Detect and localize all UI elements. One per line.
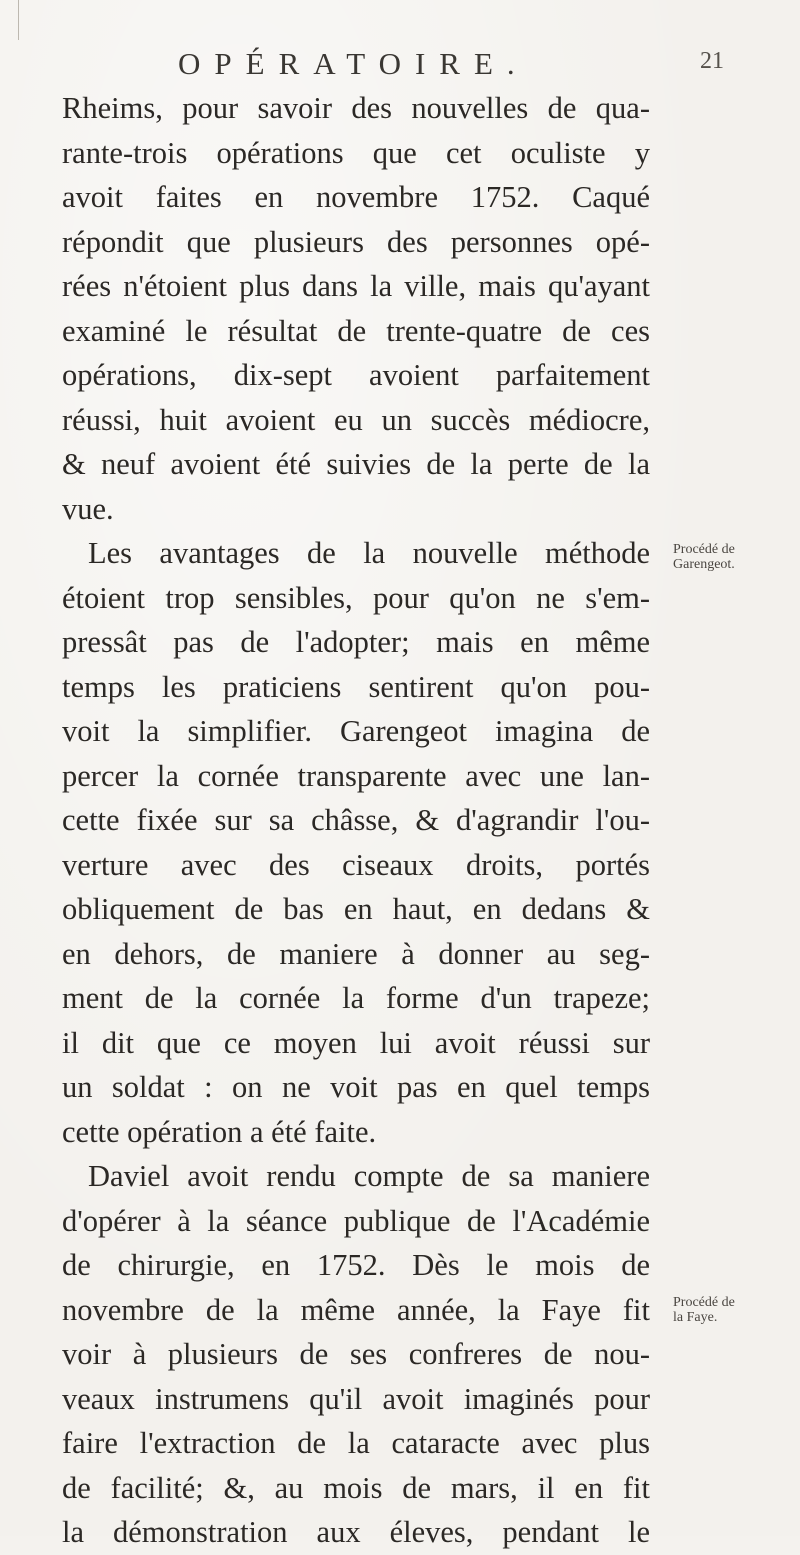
text-line: faire l'extraction de la cataracte avec plus xyxy=(62,1426,650,1460)
text-line: voit la simplifier. Garengeot imagina de xyxy=(62,714,650,748)
text-line: pressât pas de l'adopter; mais en même xyxy=(62,625,650,659)
text-line: voir à plusieurs de ses confreres de nou- xyxy=(62,1337,650,1371)
body-text xyxy=(62,86,650,1555)
margin-note-garengeot xyxy=(673,542,793,572)
text-line: Les avantages de la nouvelle méthode xyxy=(88,536,650,570)
text-line: percer la cornée transparente avec une lan- xyxy=(62,758,650,793)
margin-note-line: Procédé de xyxy=(673,542,735,557)
margin-note-line: Garengeot. xyxy=(673,557,735,572)
text-line: cette fixée sur sa châsse, & d'agrandir l'ou- xyxy=(62,803,650,837)
text-line: avoit faites en novembre 1752. Caqué xyxy=(62,180,650,214)
text-line: répondit que plusieurs des personnes opé- xyxy=(62,224,650,259)
text-line: ment de la cornée la forme d'un trapeze; xyxy=(62,981,650,1015)
text-line: en dehors, de maniere à donner au seg- xyxy=(62,936,650,971)
text-line: Daviel avoit rendu compte de sa maniere xyxy=(88,1159,650,1193)
text-line: la démonstration aux éleves, pendant le xyxy=(62,1515,650,1549)
margin-note-line: la Faye. xyxy=(673,1310,718,1325)
scan-edge-mark xyxy=(0,0,19,40)
text-line: veaux instrumens qu'il avoit imaginés pour xyxy=(62,1381,650,1416)
text-line: cette opération a été faite. xyxy=(62,1114,377,1149)
text-line: Rheims, pour savoir des nouvelles de qua- xyxy=(62,91,650,125)
text-line: rante-trois opérations que cet oculiste y xyxy=(62,135,650,170)
text-line: de chirurgie, en 1752. Dès le mois de xyxy=(62,1248,650,1282)
margin-note-la-faye xyxy=(673,1295,793,1325)
text-line: de facilité; &, au mois de mars, il en fit xyxy=(62,1470,650,1505)
text-line: temps les praticiens sentirent qu'on pou- xyxy=(62,669,650,704)
text-line: verture avec des ciseaux droits, portés xyxy=(62,847,650,882)
text-line: obliquement de bas en haut, en dedans & xyxy=(62,892,650,926)
text-line: examiné le résultat de trente-quatre de ces xyxy=(62,313,650,348)
text-line: d'opérer à la séance publique de l'Académie xyxy=(62,1203,650,1238)
page-number: 21 xyxy=(700,48,724,74)
text-line: il dit que ce moyen lui avoit réussi sur xyxy=(62,1025,650,1060)
text-line: vue. xyxy=(62,491,114,526)
text-line: & neuf avoient été suivies de la perte de la xyxy=(62,447,650,481)
text-line: rées n'étoient plus dans la ville, mais qu'ayant xyxy=(62,269,650,303)
running-title: OPÉRATOIRE. xyxy=(178,46,529,81)
text-line: réussi, huit avoient eu un succès médiocre, xyxy=(62,402,650,437)
text-line: un soldat : on ne voit pas en quel temps xyxy=(62,1070,650,1104)
text-line: étoient trop sensibles, pour qu'on ne s'em- xyxy=(62,580,650,615)
margin-note-line: Procédé de xyxy=(673,1295,735,1310)
text-line: opérations, dix-sept avoient parfaitement xyxy=(62,358,650,392)
text-line: novembre de la même année, la Faye fit xyxy=(62,1292,650,1327)
